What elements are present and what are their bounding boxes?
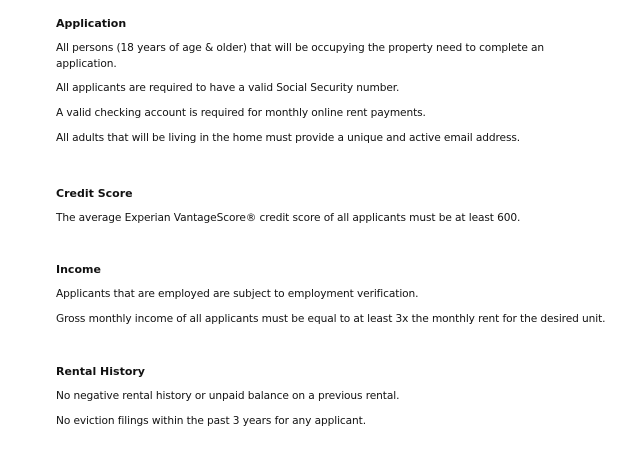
paragraph — [56, 388, 616, 404]
section-application — [56, 17, 616, 146]
paragraph-line: A valid checking account is required for monthly online rent payments. — [56, 107, 426, 119]
paragraph — [56, 210, 616, 226]
paragraph-line: Gross monthly income of all applicants must be equal to at least 3x the monthly rent for the desired unit. — [56, 313, 606, 325]
paragraph — [56, 105, 616, 121]
section-rental-history — [56, 365, 616, 429]
section-income — [56, 263, 616, 327]
paragraph-line: Applicants that are employed are subject to employment verification. — [56, 288, 419, 300]
paragraph-line: The average Experian VantageScore® credit score of all applicants must be at least 600. — [56, 212, 521, 224]
section-credit-score — [56, 187, 616, 226]
section-heading: Rental History — [56, 365, 145, 378]
section-heading: Application — [56, 17, 127, 30]
paragraph — [56, 311, 616, 327]
paragraph — [56, 130, 616, 146]
paragraph-line: All persons (18 years of age & older) that will be occupying the property need to complete an — [56, 42, 545, 54]
paragraph-line: All applicants are required to have a valid Social Security number. — [56, 82, 400, 94]
section-heading: Income — [56, 263, 101, 276]
paragraph-line: All adults that will be living in the home must provide a unique and active email address. — [56, 132, 521, 144]
paragraph — [56, 80, 616, 96]
paragraph — [56, 286, 616, 302]
paragraph-line: No negative rental history or unpaid balance on a previous rental. — [56, 390, 400, 402]
paragraph-line: No eviction filings within the past 3 years for any applicant. — [56, 415, 366, 427]
paragraph — [56, 413, 616, 429]
section-heading: Credit Score — [56, 187, 133, 200]
paragraph-line: application. — [56, 58, 117, 70]
paragraph — [56, 40, 616, 72]
